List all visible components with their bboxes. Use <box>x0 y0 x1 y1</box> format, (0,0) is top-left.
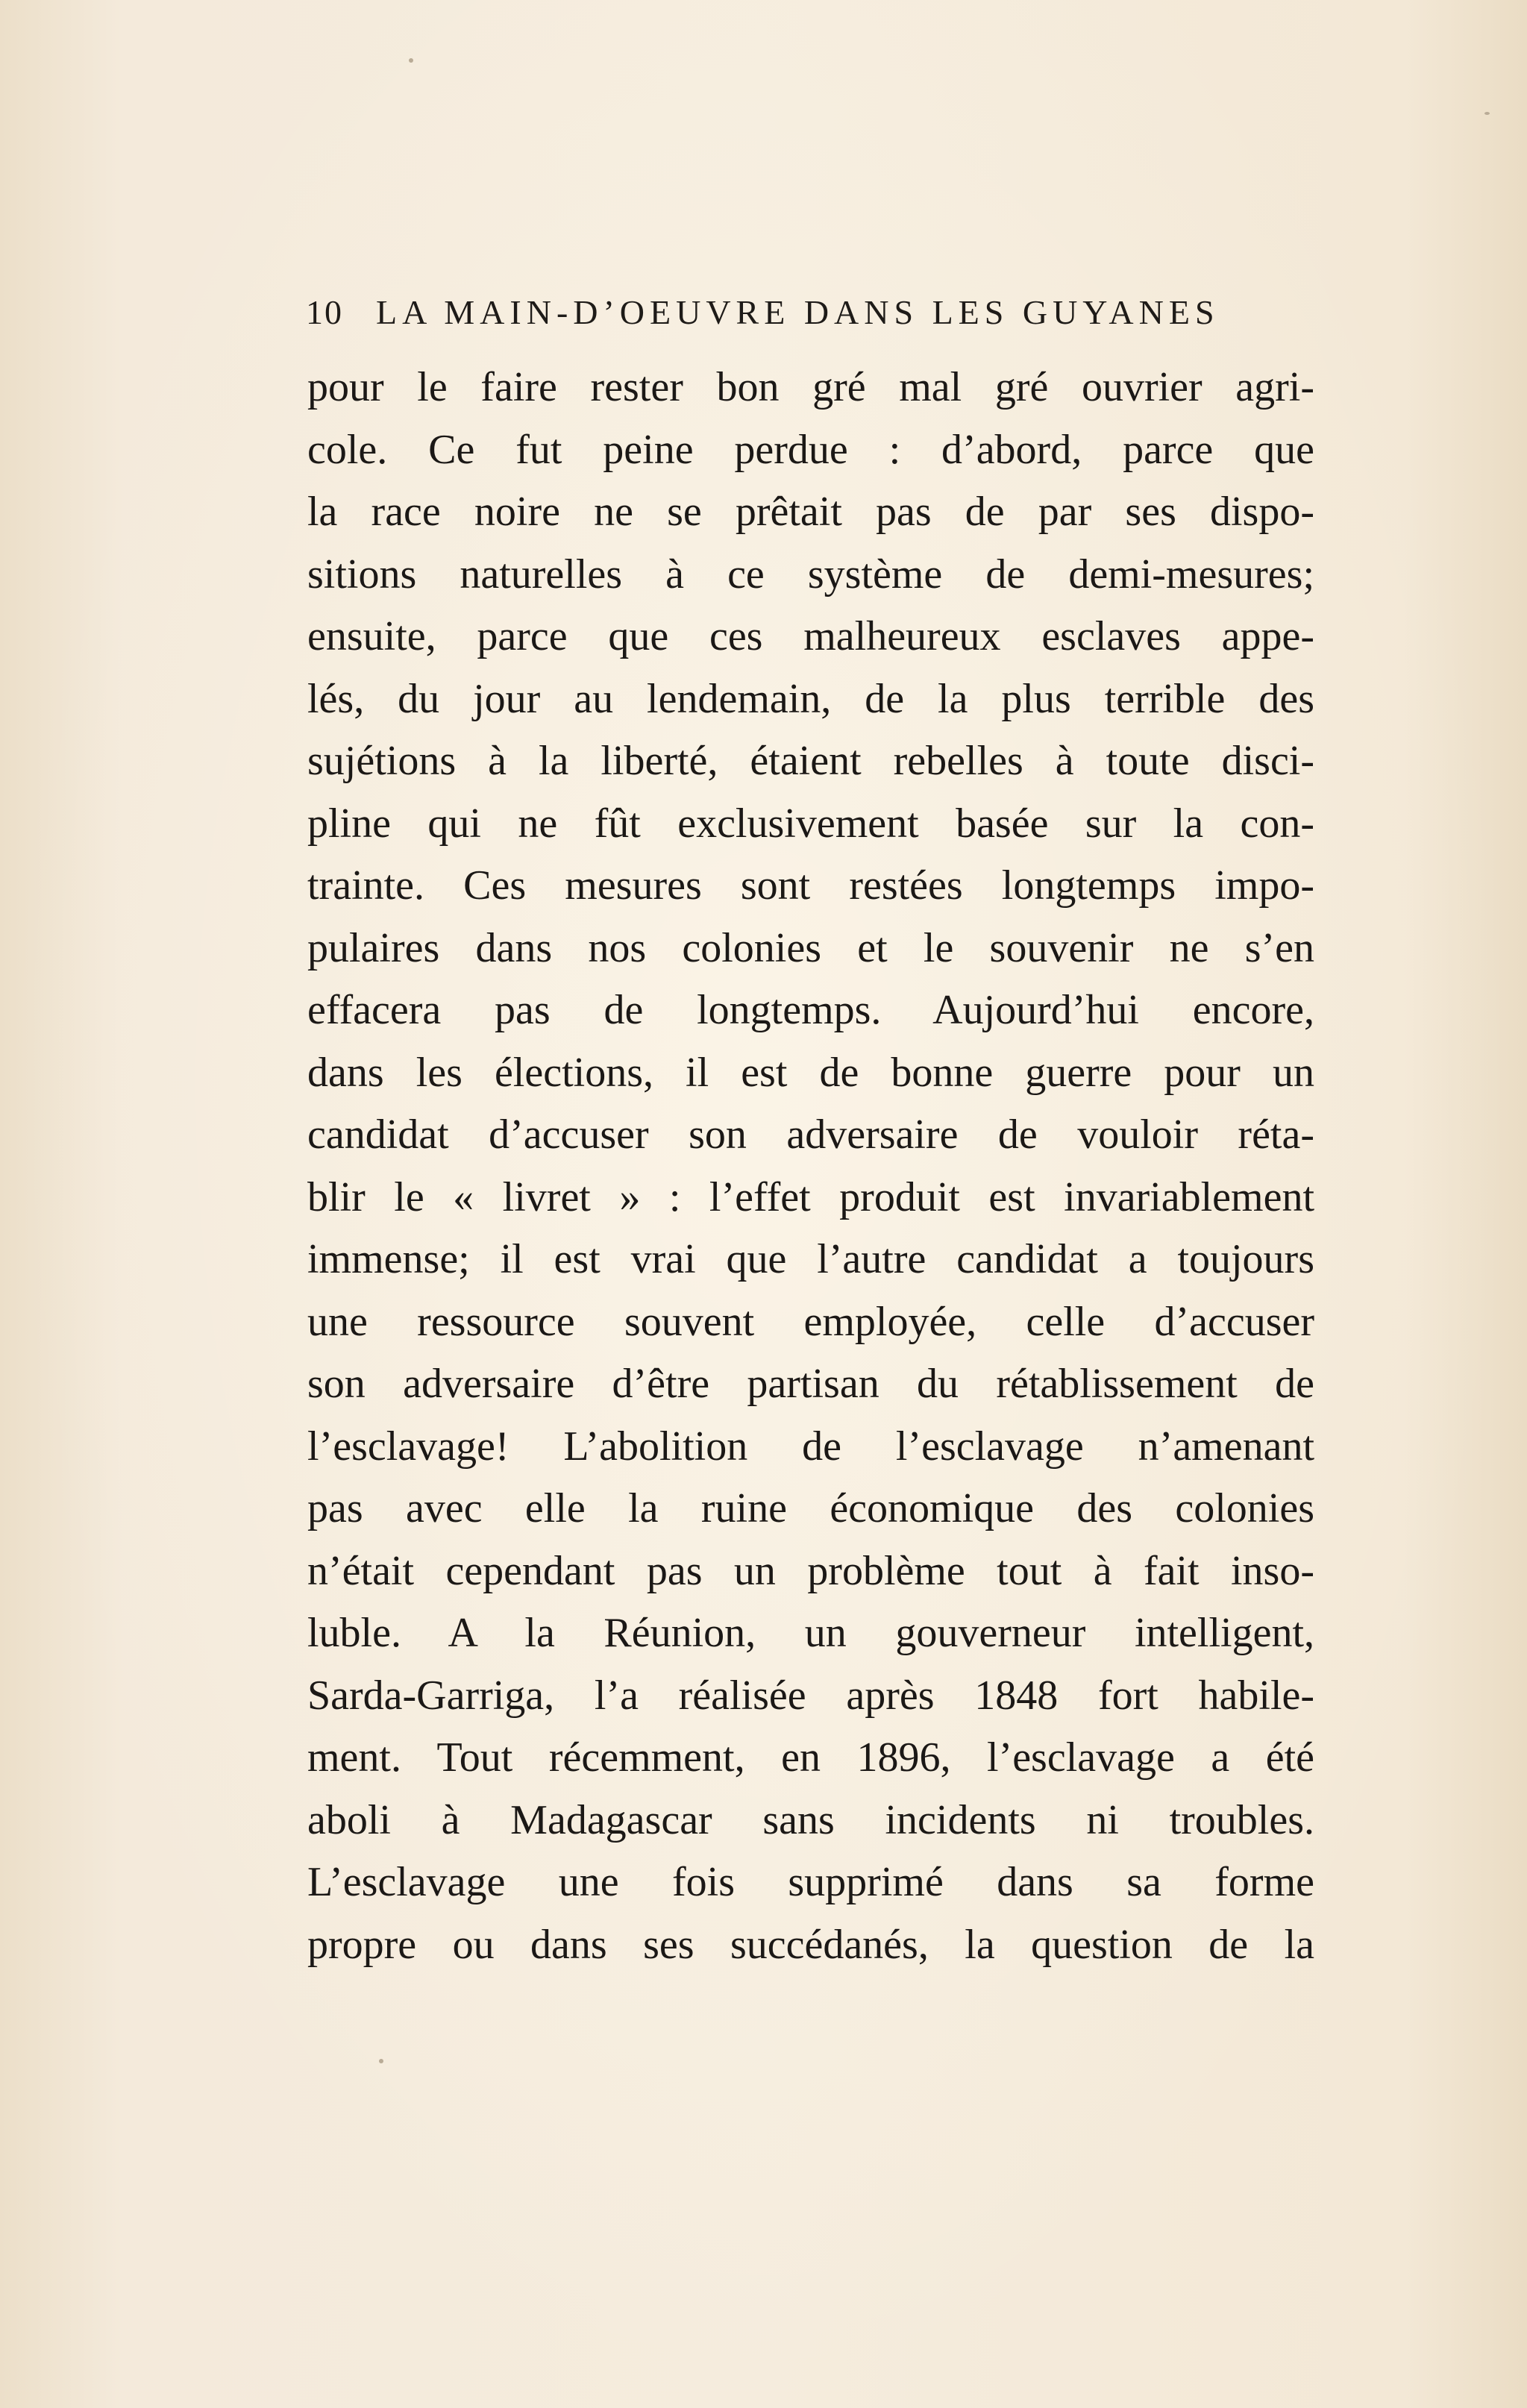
paper-speck <box>409 58 413 63</box>
page-number: 10 <box>306 293 343 331</box>
text-line: pour le faire rester bon gré mal gré ouvrier agri- <box>307 364 1314 410</box>
text-line: la race noire ne se prêtait pas de par ses dispo- <box>307 489 1314 535</box>
text-line: aboli à Madagascar sans incidents ni troubles. <box>307 1796 1314 1843</box>
running-header <box>306 292 1276 345</box>
text-line: trainte. Ces mesures sont restées longtemps impo- <box>307 862 1314 909</box>
text-line: propre ou dans ses succédanés, la question de la <box>307 1921 1314 1968</box>
text-line: une ressource souvent employée, celle d’accuser <box>307 1298 1314 1345</box>
text-line: lés, du jour au lendemain, de la plus terrible des <box>307 675 1314 722</box>
text-line: luble. A la Réunion, un gouverneur intelligent, <box>307 1610 1314 1656</box>
text-line: pulaires dans nos colonies et le souvenir ne s’en <box>307 924 1314 971</box>
text-line: cole. Ce fut peine perdue : d’abord, parce que <box>307 426 1314 473</box>
text-line: ensuite, parce que ces malheureux esclaves appe- <box>307 613 1314 659</box>
text-line: Sarda-Garriga, l’a réalisée après 1848 fort habile- <box>307 1672 1314 1719</box>
text-line: l’esclavage! L’abolition de l’esclavage n’amenant <box>307 1423 1314 1470</box>
paper-speck <box>379 2059 383 2063</box>
text-line: sujétions à la liberté, étaient rebelles à toute disci- <box>307 738 1314 784</box>
running-title: LA MAIN-D’OEUVRE DANS LES GUYANES <box>376 293 1220 331</box>
text-line: son adversaire d’être partisan du rétablissement de <box>307 1361 1314 1407</box>
text-line: effacera pas de longtemps. Aujourd’hui encore, <box>307 987 1314 1033</box>
text-line: blir le « livret » : l’effet produit est invariablement <box>307 1173 1314 1220</box>
paper-speck <box>1484 112 1490 115</box>
text-line: pas avec elle la ruine économique des colonies <box>307 1485 1314 1531</box>
text-line: pline qui ne fût exclusivement basée sur la con- <box>307 800 1314 847</box>
text-line: immense; il est vrai que l’autre candidat a toujours <box>307 1236 1314 1282</box>
text-line: L’esclavage une fois supprimé dans sa forme <box>307 1859 1314 1905</box>
body-paragraph <box>307 357 1314 1976</box>
text-line: ment. Tout récemment, en 1896, l’esclavage a été <box>307 1734 1314 1781</box>
text-line: dans les élections, il est de bonne guerre pour un <box>307 1049 1314 1096</box>
text-line: n’était cependant pas un problème tout à fait inso- <box>307 1547 1314 1594</box>
text-line: sitions naturelles à ce système de demi-mesures; <box>307 551 1314 598</box>
text-line: candidat d’accuser son adversaire de vouloir réta- <box>307 1111 1314 1158</box>
